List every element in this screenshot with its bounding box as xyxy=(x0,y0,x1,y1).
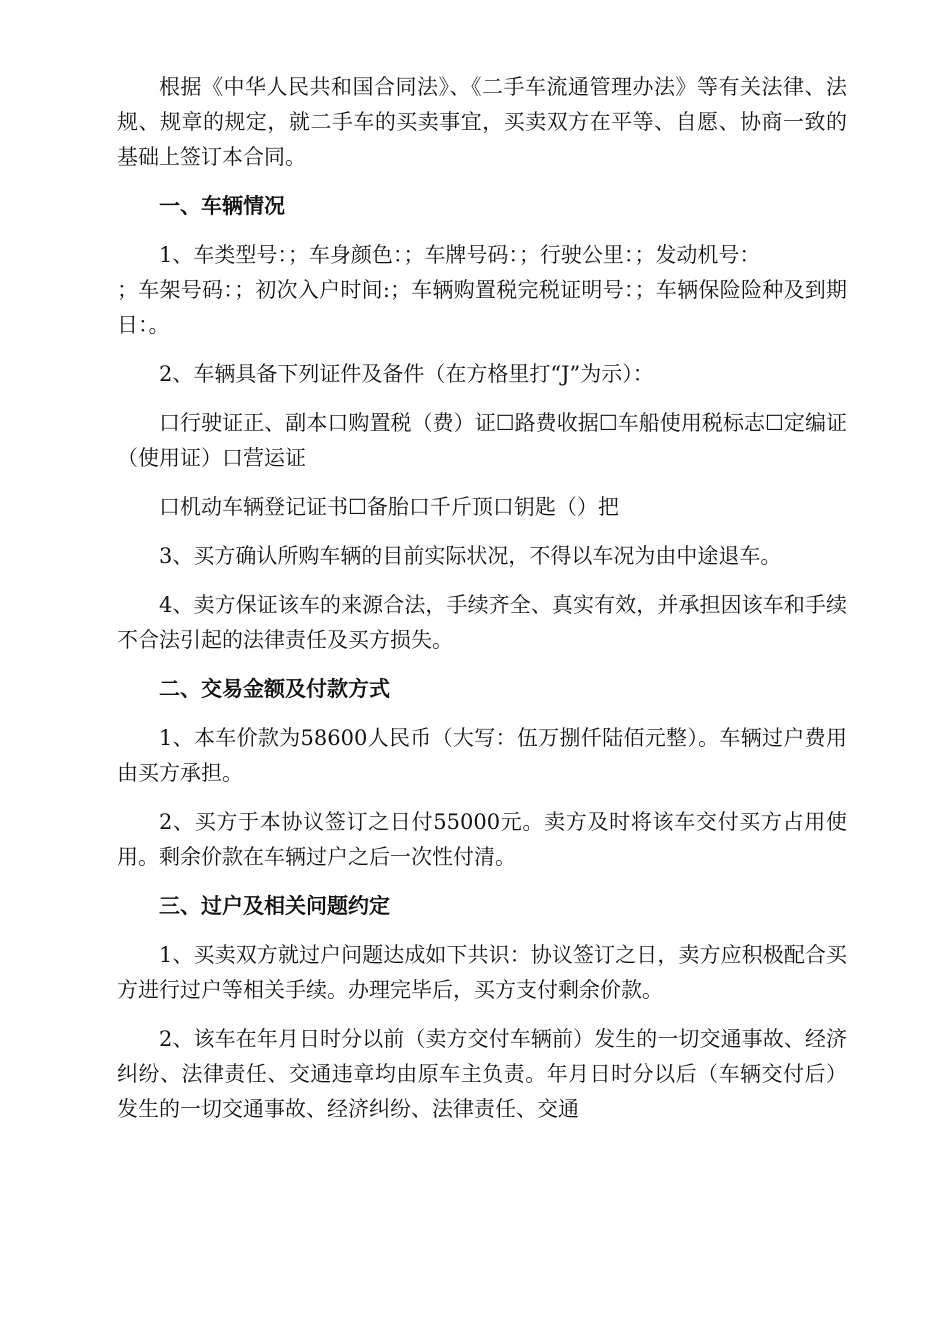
vehicle-info-line2: ；车架号码：；初次入户时间:；车辆购置税完税证明号：；车辆保险险种及到期日：。 xyxy=(117,278,847,337)
contract-page xyxy=(117,70,847,1141)
documents-checklist-1: 口行驶证正、副本口购置税（费）证☐路费收据☐车船使用税标志☐定编证（使用证）口营运证 xyxy=(117,411,847,470)
documents-item: 2、车辆具备下列证件及备件（在方格里打“J”为示）： xyxy=(159,362,654,386)
documents-checklist-2: 口机动车辆登记证书☐备胎口千斤顶口钥匙（）把 xyxy=(159,495,619,519)
intro-paragraph: 根据《中华人民共和国合同法》、《二手车流通管理办法》等有关法律、法规、规章的规定，就二手车的买卖事宜，买卖双方在平等、自愿、协商一致的基础上签订本合同。 xyxy=(117,75,847,169)
liability-item: 2、该车在年月日时分以前（卖方交付车辆前）发生的一切交通事故、经济纠纷、法律责任、交通违章均由原车主负责。年月日时分以后（车辆交付后）发生的一切交通事故、经济纠纷、法律责任、交通 xyxy=(117,1027,847,1121)
section3-title: 三、过户及相关问题约定 xyxy=(159,894,390,918)
section2-title: 二、交易金额及付款方式 xyxy=(159,677,390,701)
section1-title: 一、车辆情况 xyxy=(159,194,285,218)
seller-guarantee-item: 4、卖方保证该车的来源合法，手续齐全、真实有效，并承担因该车和手续不合法引起的法律责任及买方损失。 xyxy=(117,593,847,652)
buyer-confirm-item: 3、买方确认所购车辆的目前实际状况，不得以车况为由中途退车。 xyxy=(159,544,782,568)
price-item: 1、本车价款为58600人民币（大写：伍万捌仟陆佰元整）。车辆过户费用由买方承担。 xyxy=(117,726,847,785)
vehicle-info-line1: 1、车类型号：；车身颜色：；车牌号码：；行驶公里：；发动机号： xyxy=(159,243,761,267)
payment-item: 2、买方于本协议签订之日付55000元。卖方及时将该车交付买方占用使用。剩余价款在车辆过户之后一次性付清。 xyxy=(117,810,847,869)
transfer-item: 1、买卖双方就过户问题达成如下共识：协议签订之日，卖方应积极配合买方进行过户等相关手续。办理完毕后，买方支付剩余价款。 xyxy=(117,943,847,1002)
